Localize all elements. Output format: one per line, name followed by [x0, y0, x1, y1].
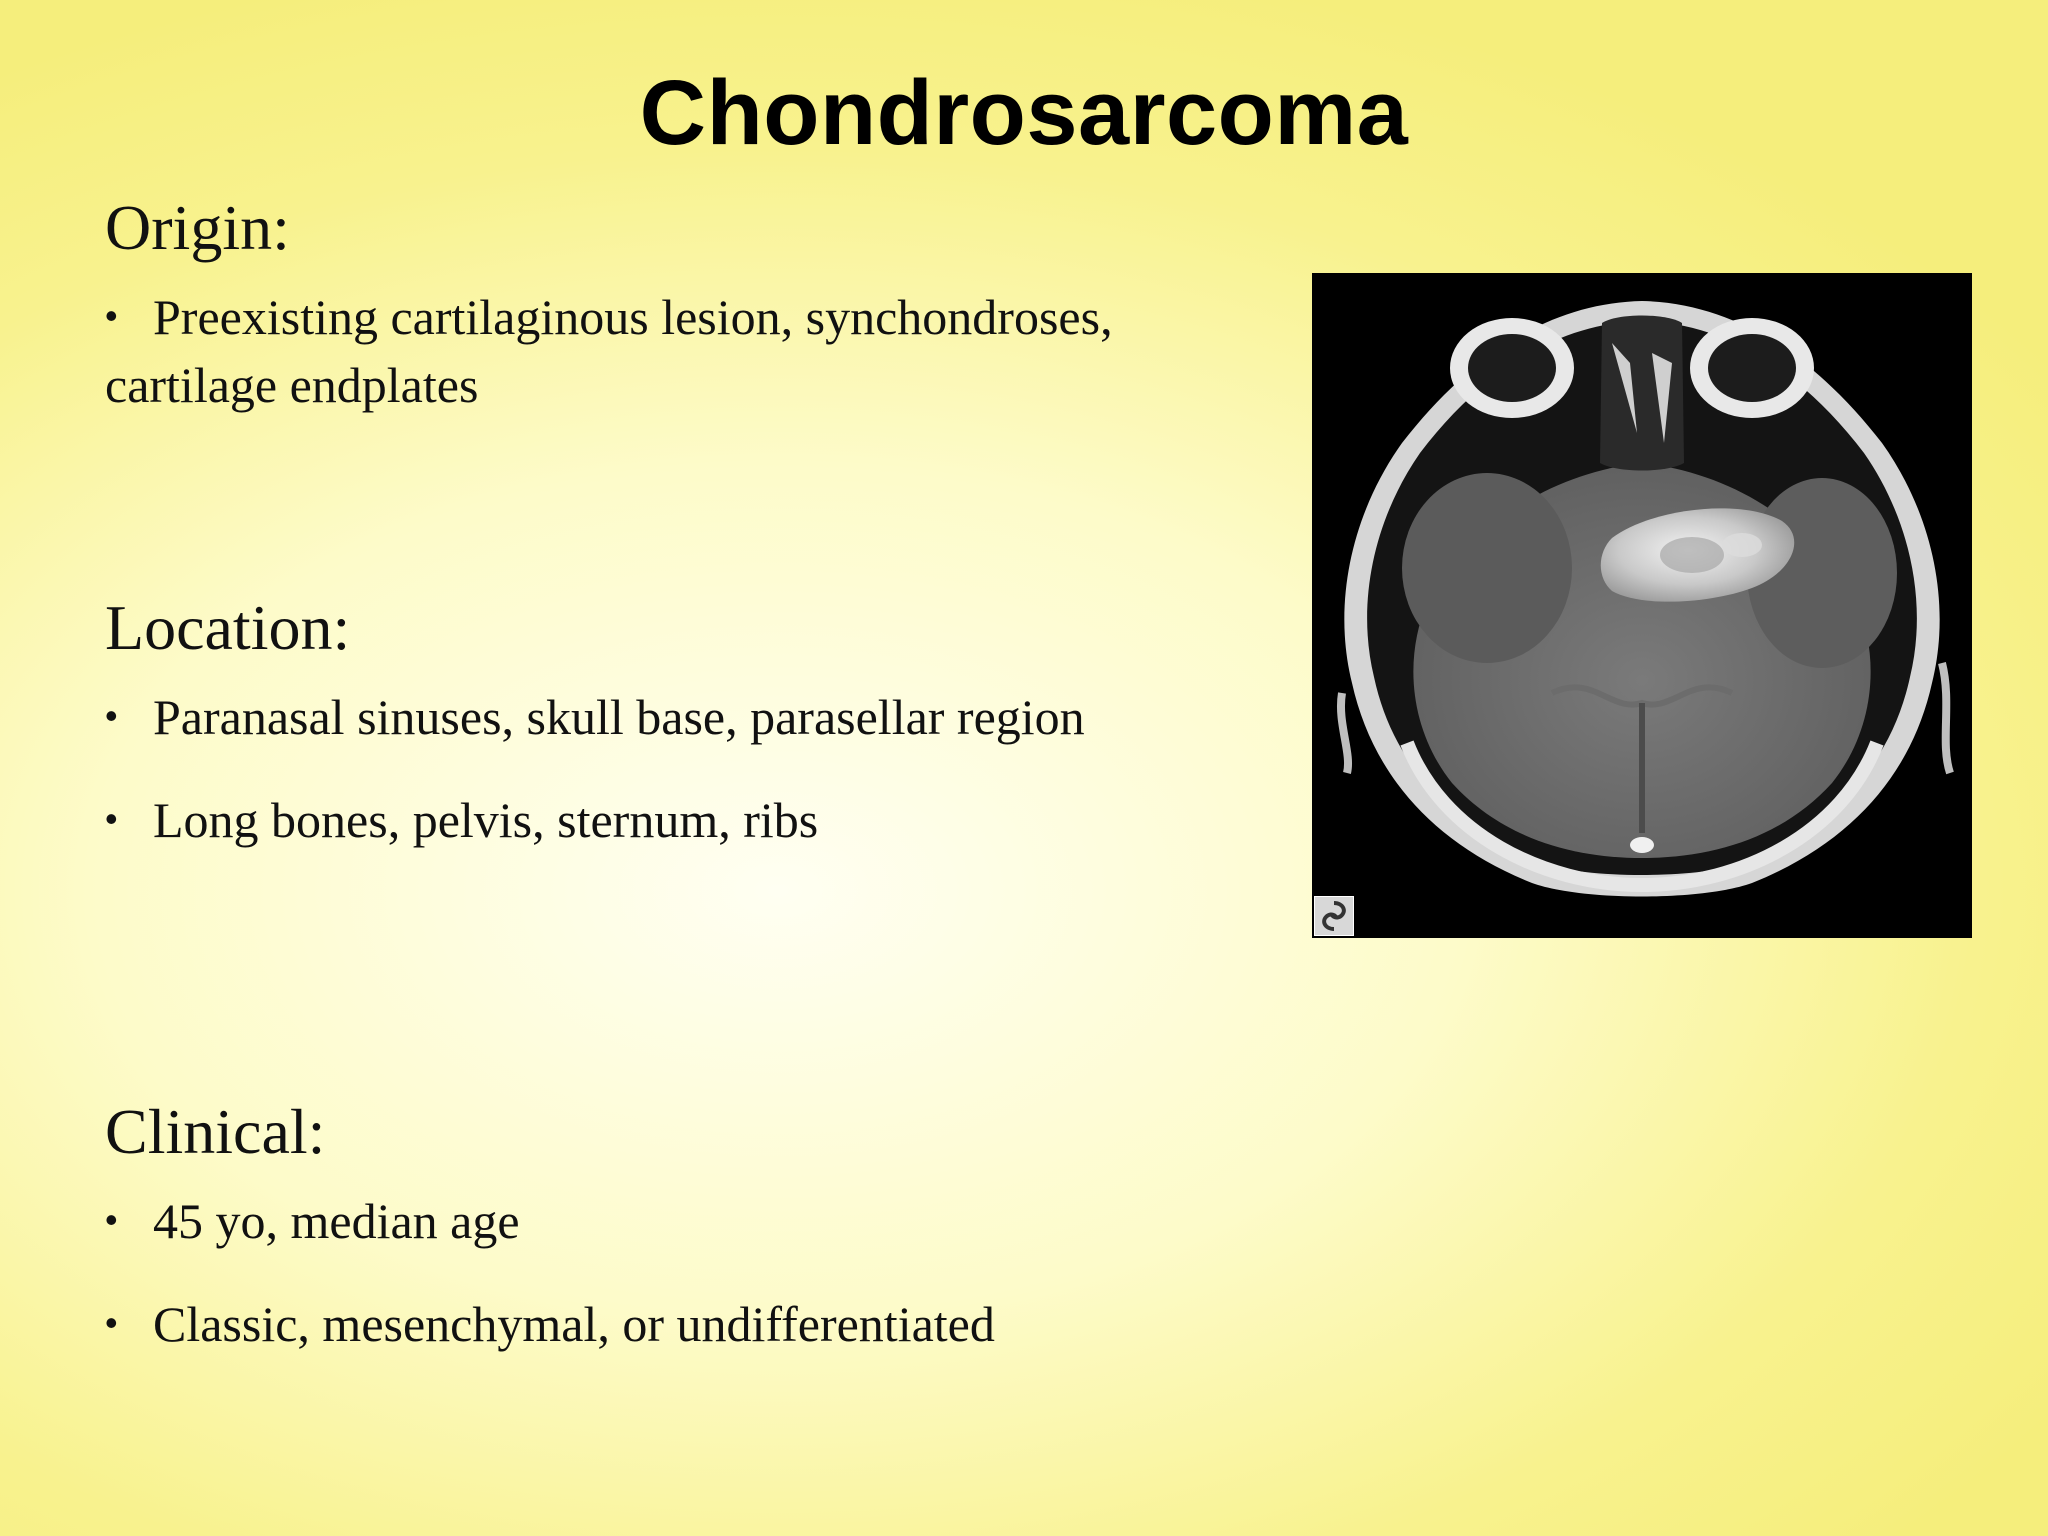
bullet-icon: •: [105, 1199, 118, 1240]
slide-title: Chondrosarcoma: [639, 62, 1409, 164]
bullet-text: 45 yo, median age: [153, 1193, 520, 1249]
bullet-text: Classic, mesenchymal, or undifferentiated: [153, 1296, 995, 1352]
mri-scan-graphic: [1312, 273, 1972, 938]
bullet-item: [105, 1186, 1235, 1255]
bullet-text: Preexisting cartilaginous lesion, synchondroses, cartilage endplates: [105, 289, 1113, 413]
swirl-logo-icon: [1314, 896, 1354, 936]
bullet-item: [105, 282, 1235, 419]
mri-image: [1312, 273, 1972, 938]
bullet-icon: •: [105, 798, 118, 839]
bullet-item: [105, 785, 1235, 854]
section-clinical: [105, 1092, 1235, 1392]
bullet-text: Long bones, pelvis, sternum, ribs: [153, 792, 819, 848]
bullet-text: Paranasal sinuses, skull base, parasellar region: [153, 689, 1085, 745]
section-heading-clinical: Clinical:: [105, 1096, 326, 1167]
bullet-icon: •: [105, 295, 118, 336]
section-origin: [105, 188, 1235, 453]
section-heading-origin: Origin:: [105, 192, 290, 263]
bullet-item: [105, 682, 1235, 751]
bullet-item: [105, 1289, 1235, 1358]
bullet-icon: •: [105, 1302, 118, 1343]
section-heading-location: Location:: [105, 592, 351, 663]
bullet-icon: •: [105, 695, 118, 736]
section-location: [105, 588, 1235, 888]
